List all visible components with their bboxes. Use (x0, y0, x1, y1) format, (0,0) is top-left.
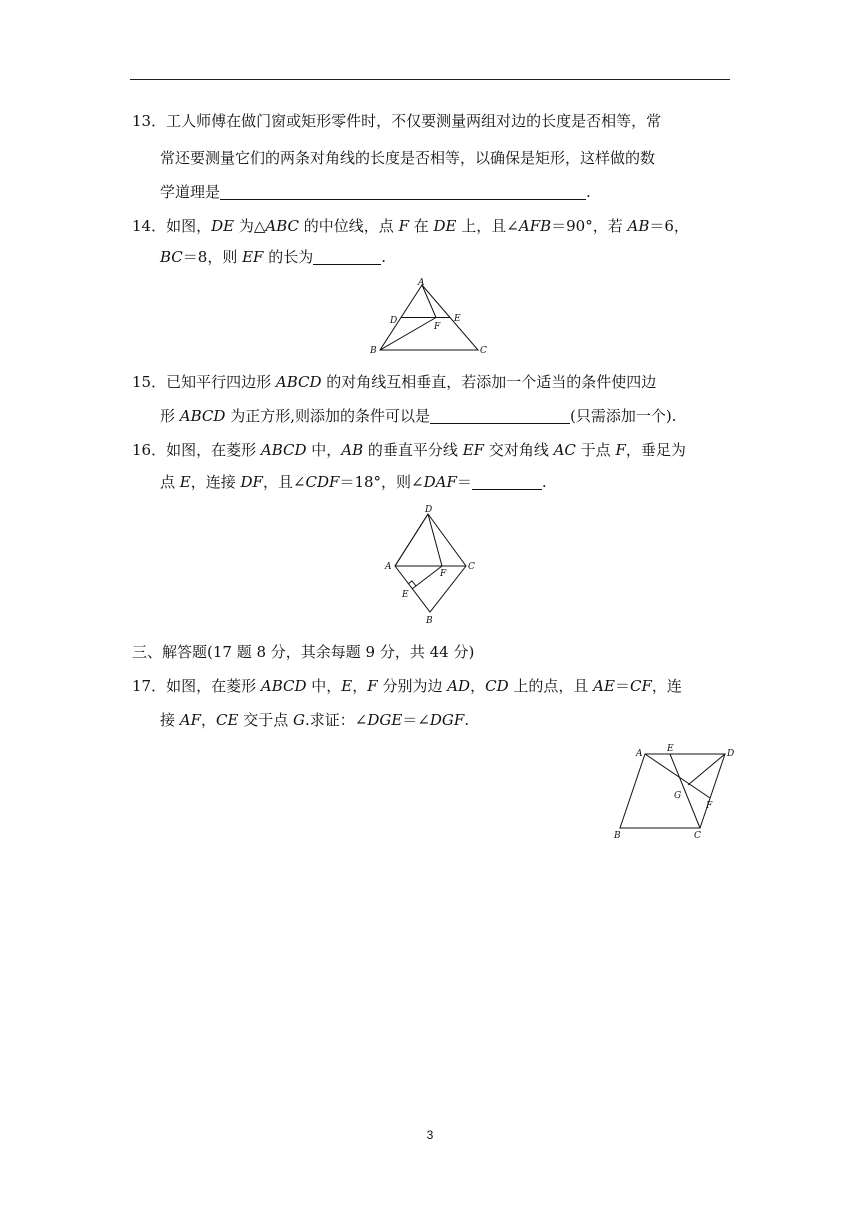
q13-line-3 (160, 182, 591, 202)
q17-var: CF (629, 677, 652, 695)
q14-text: 的长为 (263, 248, 314, 266)
q14-label-e: E (454, 314, 461, 324)
q14-var: EF (242, 248, 264, 266)
q16-line-2 (160, 472, 547, 492)
q17-text: ＝∠ (402, 711, 430, 729)
q14-label-d: D (390, 316, 398, 326)
q16-text: 16．如图，在菱形 (132, 441, 261, 459)
q14-text: 14．如图， (132, 217, 212, 235)
q16-var: E (179, 473, 191, 491)
q17-var: F (367, 677, 378, 695)
q17-text: 17．如图，在菱形 (132, 677, 261, 695)
q13-text-2: 常还要测量它们的两条对角线的长度是否相等，以确保是矩形，这样做的数 (160, 149, 656, 167)
q17-text: ， (201, 711, 217, 729)
q17-text: ， (470, 677, 486, 695)
q14-var: F (398, 217, 409, 235)
q17-var: CE (216, 711, 239, 729)
q14-line-2 (160, 247, 386, 267)
q14-var: DE (211, 217, 235, 235)
q14-text: 为△ (234, 217, 266, 235)
q13-line-1 (132, 111, 661, 131)
q14-label-f: F (434, 322, 441, 332)
q16-label-d: D (425, 505, 433, 515)
q16-answer-blank[interactable] (472, 473, 542, 490)
q15-var: ABCD (275, 373, 322, 391)
q17-line-2 (160, 710, 469, 730)
q14-triangle-figure (368, 276, 492, 358)
q16-var: EF (462, 441, 485, 459)
q16-rhombus-figure (380, 502, 480, 628)
q17-var: G (293, 711, 306, 729)
q16-text: ，连接 (190, 473, 241, 491)
q17-var: AE (593, 677, 615, 695)
q14-segment-af (422, 285, 436, 318)
q14-period: . (381, 248, 387, 266)
q17-var: DGF (429, 711, 465, 729)
q16-label-f: F (440, 569, 447, 579)
q14-text: ＝8，则 (182, 248, 243, 266)
q16-var: CDF (305, 473, 340, 491)
q16-text: 交对角线 (484, 441, 554, 459)
q17-var: E (341, 677, 353, 695)
q14-var: AB (627, 217, 650, 235)
q14-var: DE (433, 217, 457, 235)
q17-text: .求证：∠ (305, 711, 368, 729)
q16-text: ，垂足为 (625, 441, 686, 459)
q14-label-a: A (418, 278, 425, 288)
q17-label-f: F (706, 801, 713, 811)
q16-text: 中， (306, 441, 342, 459)
q14-text: 在 (408, 217, 434, 235)
q16-segment-ef (412, 566, 442, 589)
q16-var: DF (240, 473, 263, 491)
q14-var: ABC (265, 217, 300, 235)
q17-label-b: B (614, 831, 621, 841)
q14-answer-blank[interactable] (313, 248, 381, 265)
q16-segment-da (395, 514, 428, 566)
q17-period: . (464, 711, 470, 729)
q14-label-c: C (480, 346, 487, 356)
q15-text: 为正方形,则添加的条件可以是 (225, 407, 430, 425)
q16-text: 的垂直平分线 (363, 441, 463, 459)
q15-var: ABCD (179, 407, 226, 425)
q17-label-e: E (667, 744, 674, 754)
q17-rhombus-abcd (620, 754, 725, 828)
q15-text: (只需添加一个). (569, 407, 677, 425)
section-3-title (132, 642, 474, 662)
q16-var: F (615, 441, 626, 459)
q15-answer-blank[interactable] (430, 407, 570, 424)
q16-label-b: B (426, 616, 433, 626)
q15-line-2 (160, 406, 676, 426)
q16-var: AB (341, 441, 364, 459)
q16-text: ，且∠ (262, 473, 306, 491)
q16-period: . (541, 473, 547, 491)
q16-line-1 (132, 440, 686, 460)
q14-var: AFB (518, 217, 552, 235)
q14-var: BC (160, 248, 183, 266)
q16-var: AC (553, 441, 576, 459)
page-number: 3 (426, 1128, 434, 1142)
q14-text: ＝6， (649, 217, 689, 235)
q14-segment-bf (380, 318, 436, 351)
q17-label-c: C (694, 831, 701, 841)
q14-text: ＝90°，若 (551, 217, 628, 235)
q13-answer-blank[interactable] (220, 183, 586, 200)
q15-text: 形 (160, 407, 180, 425)
q15-text: 的对角线互相垂直，若添加一个适当的条件使四边 (321, 373, 657, 391)
q17-rhombus-figure (610, 742, 740, 842)
q17-text: ，连 (651, 677, 682, 695)
section-3-title-text: 三、解答题(17 题 8 分，其余每题 9 分，共 44 分) (132, 643, 475, 661)
q14-label-b: B (370, 346, 377, 356)
q16-text: 点 (160, 473, 180, 491)
q17-text: 中， (306, 677, 342, 695)
q17-text: 交于点 (238, 711, 294, 729)
q17-text: ＝ (614, 677, 630, 695)
q16-var: ABCD (260, 441, 307, 459)
q17-label-d: D (727, 749, 735, 759)
header-rule (130, 79, 730, 80)
q16-text: ＝18°，则∠ (339, 473, 424, 491)
q16-label-c: C (468, 562, 475, 572)
q17-var: CD (485, 677, 509, 695)
q14-text: 上，且∠ (456, 217, 519, 235)
q16-text: ＝ (456, 473, 472, 491)
q17-label-g: G (674, 791, 682, 801)
q16-label-e: E (402, 590, 409, 600)
q17-var: AD (447, 677, 471, 695)
q17-line-1 (132, 676, 682, 696)
q17-text: 接 (160, 711, 180, 729)
q17-text: 分别为边 (377, 677, 448, 695)
q17-var: ABCD (260, 677, 307, 695)
q13-text-1: 13．工人师傅在做门窗或矩形零件时，不仅要测量两组对边的长度是否相等，常 (132, 112, 662, 130)
q16-text: 于点 (575, 441, 616, 459)
q13-prefix: 学道理是 (160, 183, 221, 201)
q15-line-1 (132, 372, 656, 392)
q15-text: 15．已知平行四边形 (132, 373, 276, 391)
q17-label-a: A (636, 749, 643, 759)
q17-text: ， (352, 677, 368, 695)
q13-line-2 (160, 148, 655, 168)
q16-segment-df (428, 514, 442, 566)
q17-var: AF (179, 711, 202, 729)
q16-label-a: A (385, 562, 392, 572)
q17-var: DGE (367, 711, 403, 729)
q14-line-1 (132, 216, 689, 236)
q14-text: 的中位线，点 (299, 217, 399, 235)
q13-period: . (586, 183, 591, 201)
q16-var: DAF (423, 473, 457, 491)
q17-text: 上的点，且 (508, 677, 594, 695)
